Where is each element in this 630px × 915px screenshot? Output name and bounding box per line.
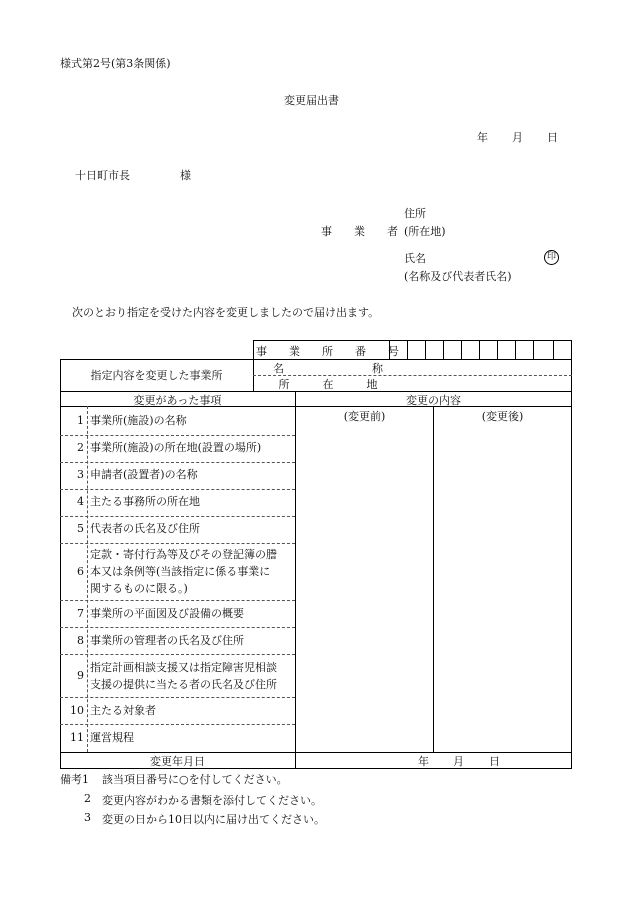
- col-before-header: (変更前): [343, 410, 386, 423]
- name-note: (名称及び代表者氏名): [404, 270, 512, 283]
- item-text: 事業所(施設)の名称: [90, 414, 187, 427]
- col-content-header: 変更の内容: [406, 394, 461, 407]
- item-number: 1: [77, 414, 84, 427]
- address-label: 住所: [404, 207, 426, 220]
- col-after-header: (変更後): [481, 410, 524, 423]
- office-name-label: 名 称: [273, 362, 383, 375]
- change-date-year: 年: [418, 755, 429, 768]
- item-text: 代表者の氏名及び住所: [90, 522, 200, 535]
- item-number: 6: [77, 565, 84, 578]
- note-prefix: 備考1: [60, 773, 89, 786]
- office-number-label: 事 業 所 番 号: [256, 345, 399, 358]
- item-text: 運営規程: [90, 731, 134, 744]
- item-text: 定款・寄付行為等及びその登記簿の謄: [90, 548, 277, 561]
- item-number: 5: [77, 522, 84, 535]
- item-number: 8: [77, 634, 84, 647]
- item-text: 事業所(施設)の所在地(設置の場所): [90, 441, 262, 454]
- form-title: 変更届出書: [284, 94, 339, 107]
- item-text: 関するものに限る。): [90, 582, 188, 595]
- note-text: 変更の日から10日以内に届け出てください。: [102, 813, 325, 826]
- change-date-day: 日: [489, 755, 500, 768]
- item-text: 申請者(設置者)の名称: [90, 468, 198, 481]
- intro-text: 次のとおり指定を受けた内容を変更しましたので届け出ます。: [72, 306, 380, 319]
- seal-icon: 印: [544, 250, 559, 265]
- role-label: 事 業 者: [321, 225, 398, 238]
- col-matter-header: 変更があった事項: [133, 394, 222, 407]
- date-day: 日: [547, 131, 558, 144]
- date-year: 年: [477, 131, 488, 144]
- note-text: 変更内容がわかる書類を添付してください。: [102, 794, 322, 807]
- item-number: 10: [70, 704, 84, 717]
- item-number: 7: [77, 607, 84, 620]
- form-number: 様式第2号(第3条関係): [60, 57, 171, 70]
- item-text: 主たる事務所の所在地: [90, 495, 200, 508]
- date-month: 月: [512, 131, 523, 144]
- note-text: 該当項目番号に○を付してください。: [102, 773, 288, 786]
- office-block-label: 指定内容を変更した事業所: [90, 369, 223, 382]
- item-text: 事業所の平面図及び設備の概要: [90, 607, 244, 620]
- name-label: 氏名: [404, 252, 426, 265]
- item-number: 2: [77, 441, 84, 454]
- item-text: 事業所の管理者の氏名及び住所: [90, 634, 244, 647]
- item-text: 支援の提供に当たる者の氏名及び住所: [90, 678, 277, 691]
- item-text: 指定計画相談支援又は指定障害児相談: [90, 661, 277, 674]
- office-location-label: 所 在 地: [278, 378, 378, 391]
- item-number: 11: [70, 731, 84, 744]
- item-text: 本又は条例等(当該指定に係る事業に: [90, 565, 271, 578]
- item-number: 9: [77, 669, 84, 682]
- note-prefix: 2: [84, 792, 91, 805]
- item-number: 3: [77, 468, 84, 481]
- note-prefix: 3: [84, 811, 91, 824]
- change-date-label: 変更年月日: [150, 755, 205, 768]
- location-label: (所在地): [404, 225, 446, 238]
- addressee-name: 十日町市長: [75, 169, 130, 182]
- item-number: 4: [77, 495, 84, 508]
- addressee-honorific: 様: [180, 169, 191, 182]
- item-text: 主たる対象者: [90, 704, 156, 717]
- change-date-month: 月: [453, 755, 464, 768]
